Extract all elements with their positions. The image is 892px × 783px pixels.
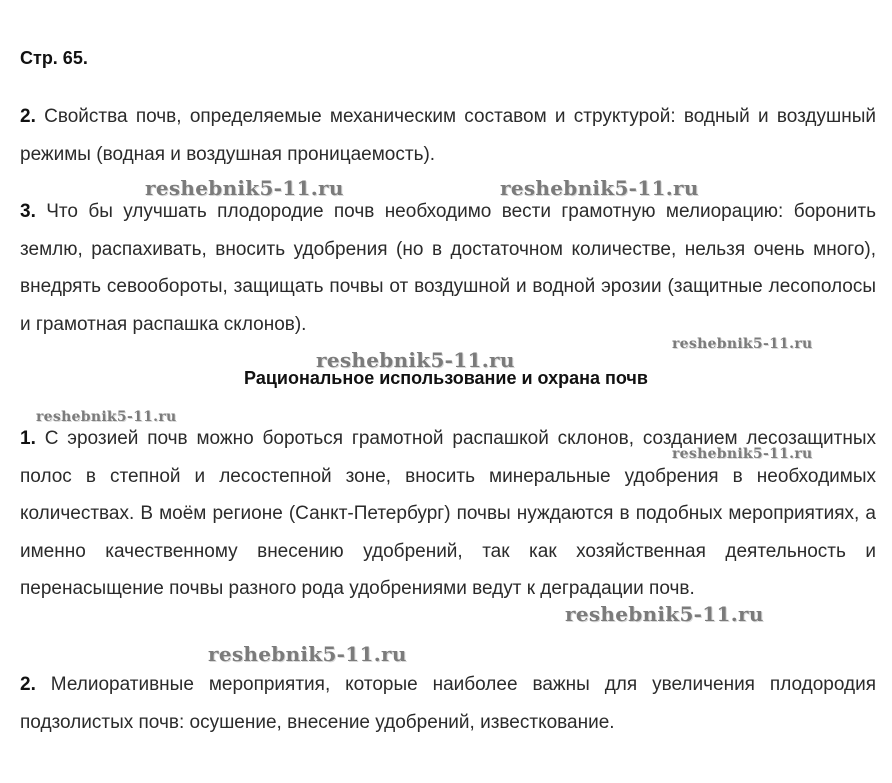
paragraph-2b bbox=[20, 666, 876, 741]
paragraph-text: Мелиоративные мероприятия, которые наиболее важны для увеличения плодородия подзолистых почв: осушение, внесение удобрений, известкование. bbox=[20, 674, 877, 733]
watermark: reshebnik5-11.ru bbox=[672, 336, 813, 352]
paragraph-2 bbox=[20, 98, 876, 173]
section-heading: Рациональное использование и охрана почв bbox=[244, 368, 648, 388]
paragraph-text: Что бы улучшать плодородие почв необходимо вести грамотную мелиорацию: боронить землю, распахивать, вносить удобрения (но в достаточном количестве, нельзя очень много), внедрять севообороты, защищать почвы от воздушной и водной эрозии (защитные лесополосы и грамотная распашка склонов). bbox=[20, 201, 876, 335]
paragraph-number: 2. bbox=[20, 674, 36, 695]
watermark: reshebnik5-11.ru bbox=[208, 642, 407, 666]
paragraph-text: С эрозией почв можно бороться грамотной распашкой склонов, созданием лесозащитных полос в степной и лесостепной зоне, вносить минеральные удобрения в необходимых количествах. В моём регионе (Санкт-Петербург) почвы нуждаются в подобных мероприятиях, а именно качественному внесению удобрений, так как хозяйственная деятельность и перенасыщение почвы разного рода удобрениями ведут к деградации почв. bbox=[20, 428, 877, 599]
page-label: Стр. 65. bbox=[20, 48, 88, 68]
watermark: reshebnik5-11.ru bbox=[36, 409, 177, 425]
watermark: reshebnik5-11.ru bbox=[672, 446, 813, 462]
watermark: reshebnik5-11.ru bbox=[500, 176, 699, 200]
paragraph-text: Свойства почв, определяемые механическим составом и структурой: водный и воздушный режимы (водная и воздушная проницаемость). bbox=[20, 106, 877, 165]
watermark: reshebnik5-11.ru bbox=[316, 348, 515, 372]
paragraph-number: 1. bbox=[20, 428, 36, 449]
paragraph-1b bbox=[20, 420, 876, 608]
paragraph-number: 2. bbox=[20, 106, 36, 127]
watermark: reshebnik5-11.ru bbox=[565, 602, 764, 626]
watermark: reshebnik5-11.ru bbox=[145, 176, 344, 200]
paragraph-3 bbox=[20, 193, 876, 343]
paragraph-number: 3. bbox=[20, 201, 36, 222]
